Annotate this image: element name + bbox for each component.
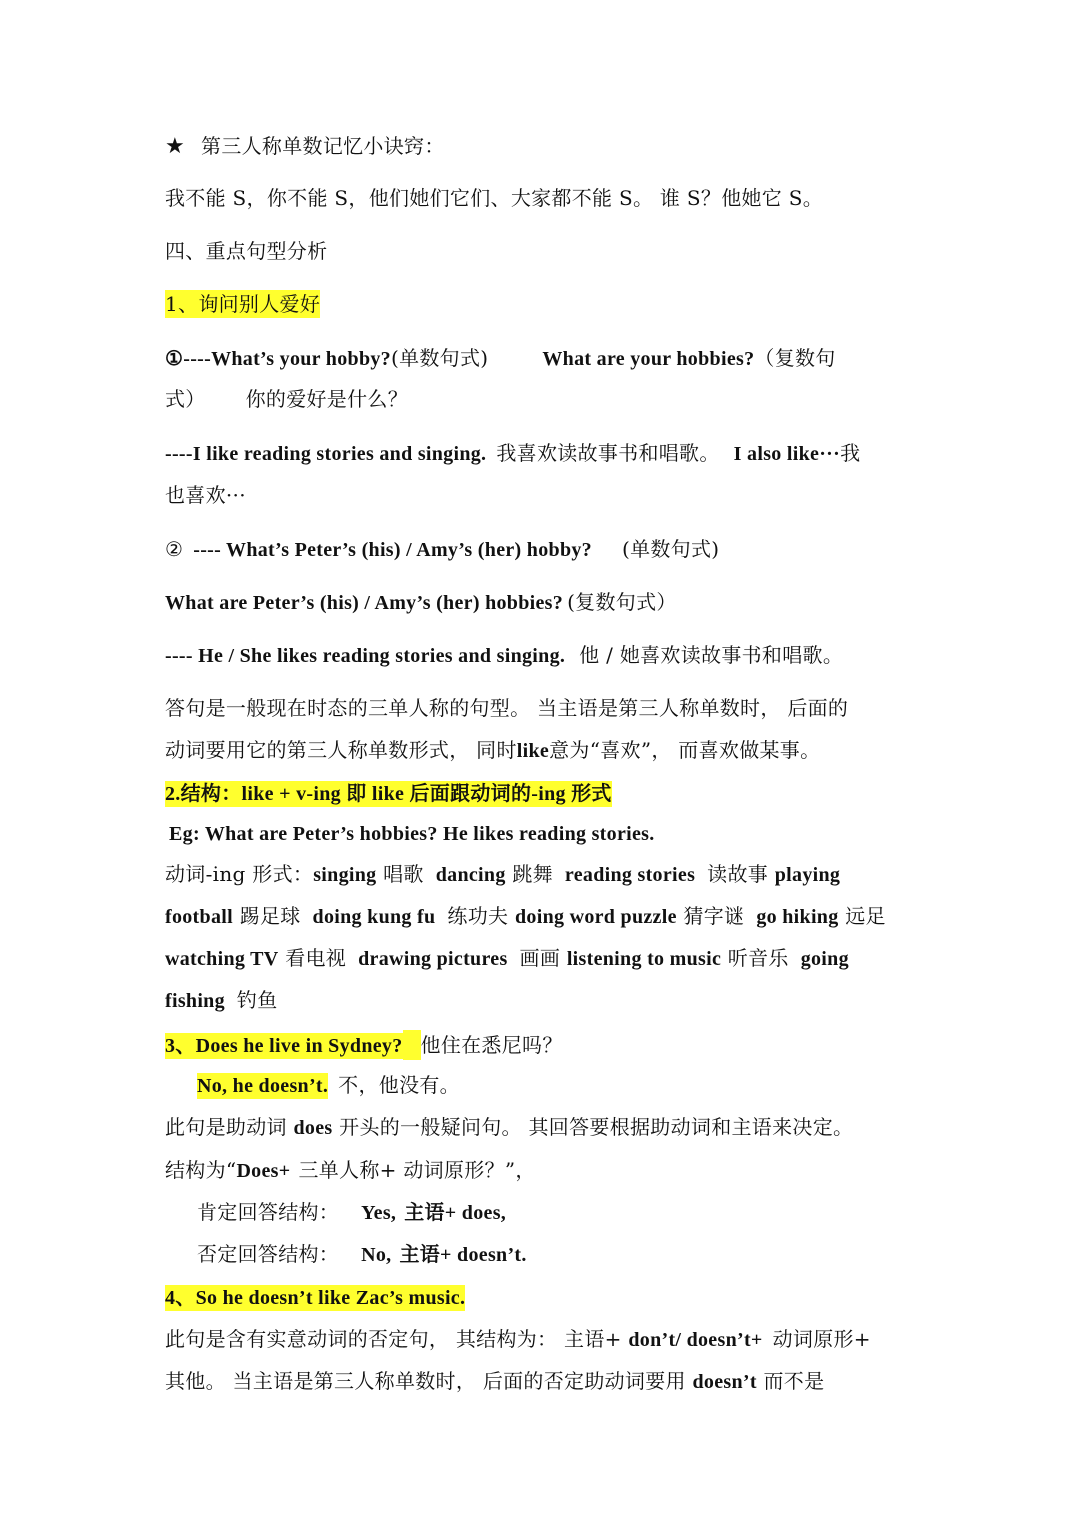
vocab-en: reading stories bbox=[564, 864, 696, 886]
q1-plural-zh: （复数句 bbox=[754, 346, 836, 370]
vocab-zh: 跳舞 bbox=[512, 862, 553, 886]
vocab-line4 bbox=[165, 987, 278, 1014]
p4-expl-line1 bbox=[165, 1326, 871, 1353]
p1-q2-line bbox=[165, 536, 719, 563]
p1-expl-line1: 答句是一般现在时态的三单人称的句型。 当主语是第三人称单数时， 后面的 bbox=[165, 696, 849, 720]
vocab-zh: 画画 bbox=[519, 946, 561, 970]
p1-heading: 1、询问别人爱好 bbox=[165, 292, 321, 316]
p4-expl1-part2: 动词原形+ bbox=[772, 1327, 871, 1351]
a1-also-en: I also like··· bbox=[733, 443, 841, 465]
p1-a1-line bbox=[165, 440, 860, 467]
positive-label: 肯定回答结构： bbox=[197, 1200, 340, 1224]
p4-heading: 4、So he doesn’t like Zac’s music. bbox=[165, 1287, 466, 1309]
q1-plural-zh-cont: 式） bbox=[165, 387, 206, 411]
vocab-line2 bbox=[165, 903, 886, 930]
q1-plural-en: What are your hobbies? bbox=[542, 348, 755, 370]
negative-no: No, bbox=[361, 1244, 392, 1266]
p1-q1-line2 bbox=[165, 386, 408, 412]
p4-expl-line2 bbox=[165, 1368, 824, 1395]
expl2-like: like bbox=[516, 740, 550, 762]
vocab-zh: 猜字谜 bbox=[683, 904, 745, 928]
negative-structure: 主语+ doesn’t. bbox=[399, 1244, 527, 1266]
vocab-line1 bbox=[165, 861, 840, 888]
vocab-zh: 唱歌 bbox=[383, 862, 424, 886]
negative-label: 否定回答结构： bbox=[197, 1242, 340, 1266]
vocab-line3 bbox=[165, 945, 849, 972]
vocab-en: drawing pictures bbox=[358, 948, 508, 970]
vocab-en-going: going bbox=[800, 948, 849, 970]
tip-rhyme: 我不能 S，你不能 S，他们她们它们、大家都不能 S。 谁 S？他她它 S。 bbox=[165, 186, 824, 210]
p1-a1-line2: 也喜欢··· bbox=[165, 483, 246, 507]
vocab-zh: 看电视 bbox=[285, 946, 347, 970]
p1-a2-line bbox=[165, 642, 843, 669]
p3-expl1-part1: 此句是助动词 bbox=[165, 1115, 287, 1139]
q3-en: What are Peter’s (his) / Amy’s (her) hobbies? bbox=[165, 592, 564, 614]
p4-expl1-part1: 此句是含有实意动词的否定句， 其结构为： 主语+ bbox=[165, 1327, 622, 1351]
p3-expl1-part2: 开头的一般疑问句。 其回答要根据助动词和主语来决定。 bbox=[339, 1115, 854, 1139]
q3-zh: (复数句式） bbox=[567, 590, 677, 614]
p3-answer-zh: 不，他没有。 bbox=[338, 1073, 460, 1097]
q1-zh: (单数句式) bbox=[390, 346, 489, 370]
p4-expl2-part1: 其他。 当主语是第三人称单数时， 后面的否定助动词要用 bbox=[165, 1369, 686, 1393]
p1-expl-line2 bbox=[165, 737, 820, 764]
q2-en: ---- What’s Peter’s (his) / Amy’s (her) hobby? bbox=[193, 539, 592, 561]
a1-en: ----I like reading stories and singing. bbox=[165, 443, 487, 465]
vocab-zh: 远足 bbox=[845, 904, 886, 928]
q2-zh: (单数句式) bbox=[621, 537, 720, 561]
p1-q1-line bbox=[165, 345, 836, 372]
p4-expl2-doesnt: doesn’t bbox=[692, 1371, 757, 1393]
tip-heading-line bbox=[165, 133, 445, 160]
section-title: 四、重点句型分析 bbox=[165, 239, 328, 263]
vocab-zh: 钓鱼 bbox=[236, 988, 278, 1012]
p3-expl-line2 bbox=[165, 1157, 536, 1184]
vocab-en: listening to music bbox=[566, 948, 722, 970]
a1-also-zh: 我 bbox=[840, 441, 861, 465]
vocab-zh: 听音乐 bbox=[727, 946, 789, 970]
vocab-en-football: football bbox=[165, 906, 233, 928]
expl2-part2: 意为“喜欢”， 而喜欢做某事。 bbox=[549, 738, 821, 762]
p2-heading: 2.结构：like + v-ing 即 like 后面跟动词的-ing 形式 bbox=[165, 783, 612, 805]
p1-q3-line bbox=[165, 589, 677, 616]
p3-question-zh: 他住在悉尼吗？ bbox=[420, 1033, 563, 1057]
p4-heading-line bbox=[165, 1284, 465, 1311]
p3-answer-en: No, he doesn’t. bbox=[197, 1075, 329, 1097]
a2-en: ---- He / She likes reading stories and singing. bbox=[165, 645, 566, 667]
p3-question-line bbox=[165, 1030, 563, 1060]
q1-en: ①----What’s your hobby? bbox=[165, 348, 391, 370]
vocab-label: 动词-ing 形式： bbox=[165, 862, 314, 886]
p4-expl1-dont: don’t/ doesn’t+ bbox=[628, 1329, 763, 1351]
vocab-en-fishing: fishing bbox=[165, 990, 225, 1012]
vocab-en: dancing bbox=[435, 864, 506, 886]
vocab-en: doing word puzzle bbox=[514, 906, 677, 928]
vocab-en: doing kung fu bbox=[312, 906, 436, 928]
p2-heading-line bbox=[165, 780, 612, 807]
vocab-en: go hiking bbox=[756, 906, 839, 928]
q1-translation: 你的爱好是什么？ bbox=[245, 387, 409, 411]
a2-zh: 他 / 她喜欢读故事书和唱歌。 bbox=[579, 643, 844, 667]
circled-two: ② bbox=[165, 537, 184, 561]
p3-expl-line1 bbox=[165, 1114, 853, 1141]
positive-structure: 主语+ does, bbox=[404, 1202, 507, 1224]
vocab-zh: 读故事 bbox=[707, 862, 769, 886]
star-icon: ★ bbox=[165, 134, 186, 159]
a1-zh: 我喜欢读故事书和唱歌。 bbox=[496, 441, 720, 465]
p3-positive-line bbox=[197, 1199, 506, 1226]
vocab-zh: 踢足球 bbox=[239, 904, 301, 928]
p2-example: Eg: What are Peter’s hobbies? He likes reading stories. bbox=[169, 823, 655, 845]
p3-expl2-does: Does+ bbox=[236, 1160, 291, 1182]
vocab-zh: 练功夫 bbox=[447, 904, 509, 928]
p4-expl2-part2: 而不是 bbox=[763, 1369, 825, 1393]
p3-negative-line bbox=[197, 1241, 527, 1268]
p3-question-en: 3、Does he live in Sydney? bbox=[165, 1035, 403, 1057]
p3-answer-line bbox=[197, 1072, 460, 1099]
p1-heading-line bbox=[165, 291, 320, 317]
tip-heading: 第三人称单数记忆小诀窍： bbox=[201, 134, 445, 158]
vocab-en: watching TV bbox=[165, 948, 279, 970]
positive-yes: Yes, bbox=[361, 1202, 397, 1224]
p3-expl2-part2: 三单人称+ 动词原形？”， bbox=[298, 1158, 536, 1182]
expl2-part1: 动词要用它的第三人称单数形式， 同时 bbox=[165, 738, 517, 762]
p3-expl1-does: does bbox=[293, 1117, 333, 1139]
p3-expl2-part1: 结构为“ bbox=[165, 1158, 237, 1182]
vocab-en: singing bbox=[313, 864, 377, 886]
vocab-en-playing: playing bbox=[774, 864, 841, 886]
